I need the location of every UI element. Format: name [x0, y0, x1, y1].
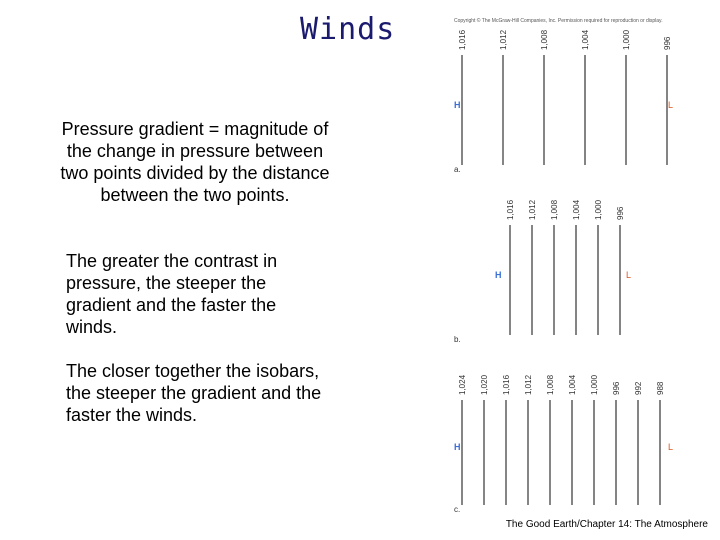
- copyright-notice: Copyright © The McGraw-Hill Companies, Inc. Permission required for reproduction or display.: [454, 18, 663, 24]
- isobar-label: 1,000: [590, 374, 599, 395]
- isobar-label: 1,000: [622, 29, 631, 50]
- panel-letter: a.: [454, 165, 461, 174]
- isobar-label: 1,004: [572, 199, 581, 220]
- isobar-label: 1,004: [581, 29, 590, 50]
- panel-letter: c.: [454, 505, 461, 514]
- contrast-point: The greater the contrast in pressure, the steeper the gradient and the faster the winds.: [66, 251, 278, 337]
- isobar-label: 1,016: [506, 199, 515, 220]
- isobar-label: 1,024: [458, 374, 467, 395]
- slide-title: Winds: [300, 12, 396, 47]
- low-pressure-label: L: [668, 442, 674, 452]
- isobar-label: 1,008: [546, 374, 555, 395]
- high-pressure-label: H: [454, 100, 461, 110]
- pressure-gradient-definition: Pressure gradient = magnitude of the change in pressure between two points divided by the distance between the two points.: [60, 119, 330, 205]
- isobar-label: 996: [663, 36, 672, 50]
- isobar-label: 996: [616, 206, 625, 220]
- isobar-panel-2: [454, 199, 631, 344]
- isobar-panels: [454, 29, 673, 514]
- isobar-label: 1,012: [524, 374, 533, 395]
- isobar-label: 1,012: [499, 29, 508, 50]
- isobar-label: 1,008: [540, 29, 549, 50]
- isobar-label: 988: [656, 381, 665, 395]
- isobar-label: 996: [612, 381, 621, 395]
- isobar-label: 1,000: [594, 199, 603, 220]
- isobar-spacing-point: The closer together the isobars, the steeper the gradient and the faster the winds.: [66, 361, 322, 425]
- isobar-label: 1,004: [568, 374, 577, 395]
- isobar-label: 1,020: [480, 374, 489, 395]
- panel-letter: b.: [454, 335, 461, 344]
- isobar-label: 1,008: [550, 199, 559, 220]
- footer-text: The Good Earth/Chapter 14: The Atmosphere: [505, 519, 708, 530]
- isobar-label: 1,016: [502, 374, 511, 395]
- isobar-figure: [440, 10, 720, 520]
- low-pressure-label: L: [668, 100, 674, 110]
- isobar-label: 1,016: [458, 29, 467, 50]
- isobar-panel-1: [454, 29, 673, 174]
- isobar-label: 1,012: [528, 199, 537, 220]
- high-pressure-label: H: [454, 442, 461, 452]
- low-pressure-label: L: [626, 270, 632, 280]
- isobar-panel-3: [454, 374, 673, 514]
- high-pressure-label: H: [495, 270, 502, 280]
- isobar-label: 992: [634, 381, 643, 395]
